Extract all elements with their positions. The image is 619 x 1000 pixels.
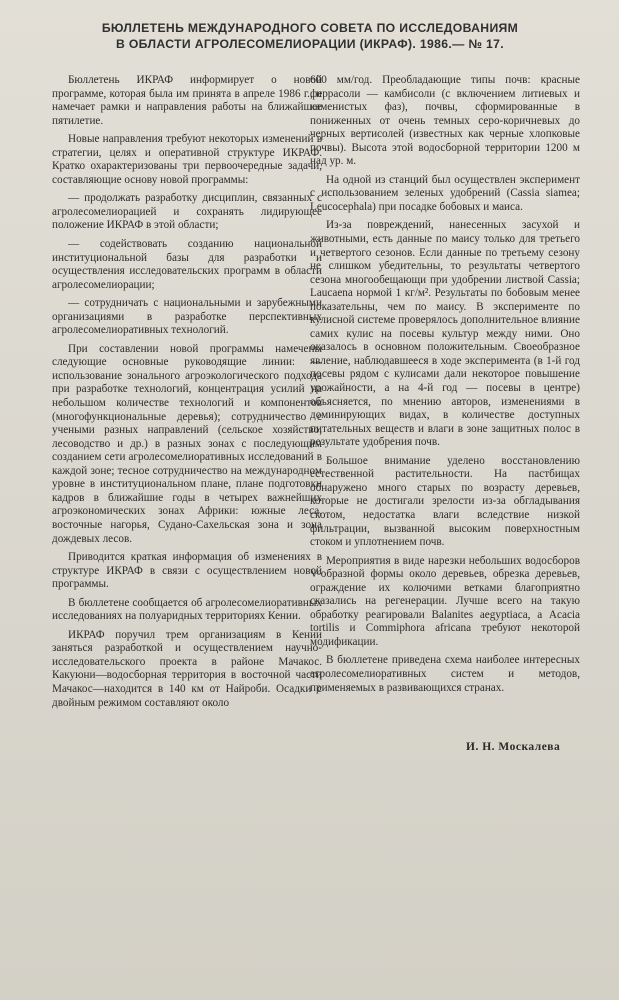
paragraph: Бюллетень ИКРАФ информирует о новой программе, которая была им принята в апреле 1986 г., и намечает рамки и направления работы на ближайшее пятилетие. [52, 74, 322, 127]
paragraph: — содействовать созданию национальной институциональной базы для разработки и осуществления исследовательских программ в области агролесомелиорации; [52, 238, 322, 291]
author-signature: И. Н. Москалева [466, 741, 561, 753]
paragraph: В бюллетене приведена схема наиболее интересных агролесомелиоративных систем и методов, применяемых в развивающихся странах. [310, 654, 580, 694]
paragraph: — сотрудничать с национальными и зарубежными организациями в разработке перспективных агролесомелиоративных технологий. [52, 297, 322, 337]
paragraph: ИКРАФ поручил трем организациям в Кении заняться разработкой и осуществлением научно-исследовательского проекта в районе Мачакос. Какуюни—водосборная территория в восточной части Мачакос—находится в 140 км от Найроби. Осадки с двойным режимом составляют около [52, 628, 322, 709]
paragraph: Мероприятия в виде нарезки небольших водосборов V-образной формы около деревьев, обрезка деревьев, ограждение их колючими ветками благоприятно сказались на регенерации. Лучше всего на такую обработку реагировали Balanites aegyptiaca, а Acacia tortilis и Commiphora africana требуют некоторой модификации. [310, 554, 580, 648]
paragraph: Новые направления требуют некоторых изменений в стратегии, целях и оперативной структуре ИКРАФ. Кратко охарактеризованы три первоочередные задачи, составляющие основу новой программы: [52, 133, 322, 186]
paragraph: — продолжать разработку дисциплин, связанных с агролесомелиорацией и сохранять лидирующее положение ИКРАФ в этой области; [52, 192, 322, 232]
paragraph: Большое внимание уделено восстановлению естественной растительности. На пастбищах обнаружено много старых по возрасту деревьев, которые не достигали зрелости из-за обгладывания скотом, недостатка влаги вследствие низкой фильтрации, вызванной высоким поверхностным стоком и уплотнением почв. [310, 454, 580, 549]
right-column [310, 74, 580, 700]
title-line-1: БЮЛЛЕТЕНЬ МЕЖДУНАРОДНОГО СОВЕТА ПО ИССЛЕДОВАНИЯМ [101, 21, 519, 35]
paragraph: В бюллетене сообщается об агролесомелиоративных исследованиях на полуаридных территориях Кении. [52, 596, 322, 623]
article-title [60, 20, 560, 52]
paragraph: Приводится краткая информация об изменениях в структуре ИКРАФ в связи с осуществлением новой программы. [52, 551, 322, 591]
paragraph: На одной из станций был осуществлен эксперимент с использованием зеленых удобрений (Cassia siamea; Leucocephala) при посадке бобовых и маиса. [310, 173, 580, 213]
paragraph: 600 мм/год. Преобладающие типы почв: красные феррасоли — камбисоли (с включением литиевых и каменистых фаз), почвы, сформированные в пониженных от очень темных серо-коричневых до черных вертисолей (известных как черные хлопковые почвы). Высота этой водосборной территории 1200 м над ур. м. [310, 74, 580, 168]
paragraph: При составлении новой программы намечены следующие основные руководящие линии: — использование зонального агроэкологического подхода при разработке технологий, концентрация усилий на небольшом количестве технологий и компонентов (многофункциональные деревья); сотрудничество с учеными разных направлений (сельское хозяйство, лесоводство и др.) в разных зонах с последующим созданием сети агролесомелиоративных исследований в каждой зоне; тесное сотрудничество на международном уровне в институциональном плане, плане подготовки кадров в ближайшие годы в четырех важнейших агроэкономических зонах Африки: южные леса, восточные нагорья, Судано-Сахельская зона и зона дождевых лесов. [52, 342, 322, 545]
left-column [52, 74, 322, 715]
paragraph: Из-за повреждений, нанесенных засухой и животными, есть данные по маису только для третьего и четвертого сезонов. Если данные по третьему сезону не слишком убедительны, то результаты четвертого сезона многообещающи при удобрении листвой Cassia; Laucaena нормой 1 кг/м². Результаты по бобовым менее показательны, чем по маису. В эксперименте по кулисной системе проверялось дополнительное влияние самих кулис на посевы культур между ними. Оно оказалось в основном положительным. Своеобразное явление, наблюдавшееся в ходе эксперимента (в 1-й год посевы рядом с кулисами дали некоторое повышение урожайности, а на 4-й год — посевы в центре) объясняется, по мнению авторов, изменениями в доминирующих видах, в количестве доступных питательных веществ и влаги в зоне защитных полос в результате удобрения почв. [310, 219, 580, 449]
title-line-2: В ОБЛАСТИ АГРОЛЕСОМЕЛИОРАЦИИ (ИКРАФ). 1986.— № 17. [115, 37, 505, 51]
